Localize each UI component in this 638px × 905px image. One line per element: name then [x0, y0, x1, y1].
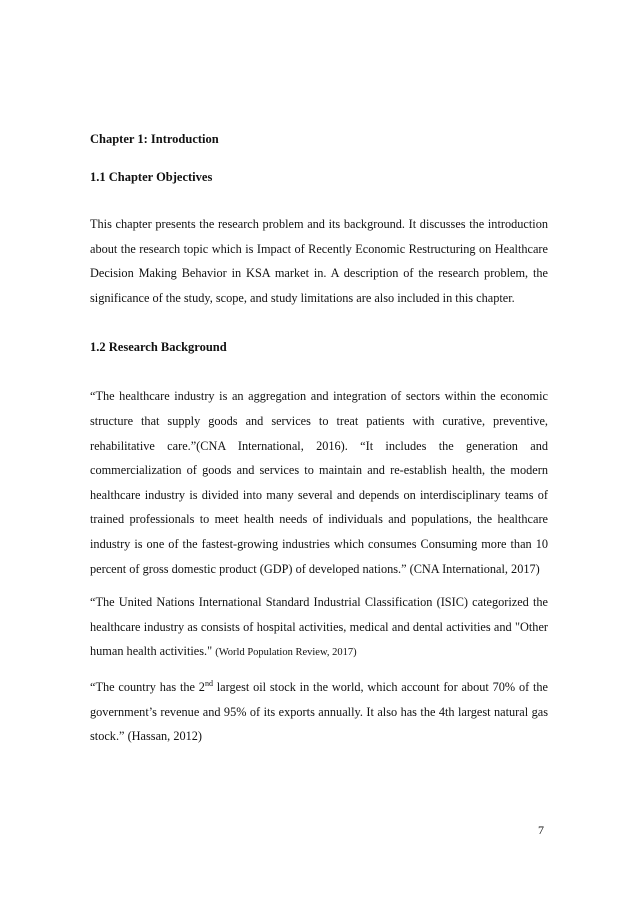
background-paragraph-1: “The healthcare industry is an aggregation and integration of sectors within the economic structure that supply goods and services to treat patients with curative, preventive, rehabilitative care.”(CNA International, 2016). “It includes the generation and commercialization of goods and services to maintain and re-establish health, the modern healthcare industry is divided into many several and depends on interdisciplinary teams of trained professionals to meet health needs of individuals and populations, the healthcare industry is one of the fastest-growing industries which consumes Consuming more than 10 percent of gross domestic product (GDP) of developed nations.” (CNA International, 2017): [90, 389, 548, 576]
page-content: [90, 130, 548, 749]
chapter-title: Chapter 1: Introduction: [90, 132, 219, 146]
paragraph-2-citation: (World Population Review, 2017): [215, 647, 357, 659]
background-paragraph-2: [90, 590, 548, 666]
objectives-paragraph: This chapter presents the research problem and its background. It discusses the introduction about the research topic which is Impact of Recently Economic Restructuring on Healthcare Decision Making Behavior in KSA market in. A description of the research problem, the significance of the study, scope, and study limitations are also included in this chapter.: [90, 217, 548, 305]
section-heading-background: 1.2 Research Background: [90, 340, 227, 355]
page-number: 7: [538, 823, 544, 837]
paragraph-2-text: “The United Nations International Standard Industrial Classification (ISIC) categorized the healthcare industry as consists of hospital activities, medical and dental activities and "Other human health activities.": [90, 595, 548, 659]
background-paragraph-3: [90, 675, 548, 749]
section-heading-objectives: 1.1 Chapter Objectives: [90, 170, 213, 184]
paragraph-3-after: largest oil stock in the world, which account for about 70% of the government’s revenue and 95% of its exports annually. It also has the 4th largest natural gas stock.” (Hassan, 2012): [90, 679, 549, 744]
paragraph-3-before: “The country has the 2: [90, 679, 205, 694]
ordinal-superscript: nd: [204, 678, 213, 688]
